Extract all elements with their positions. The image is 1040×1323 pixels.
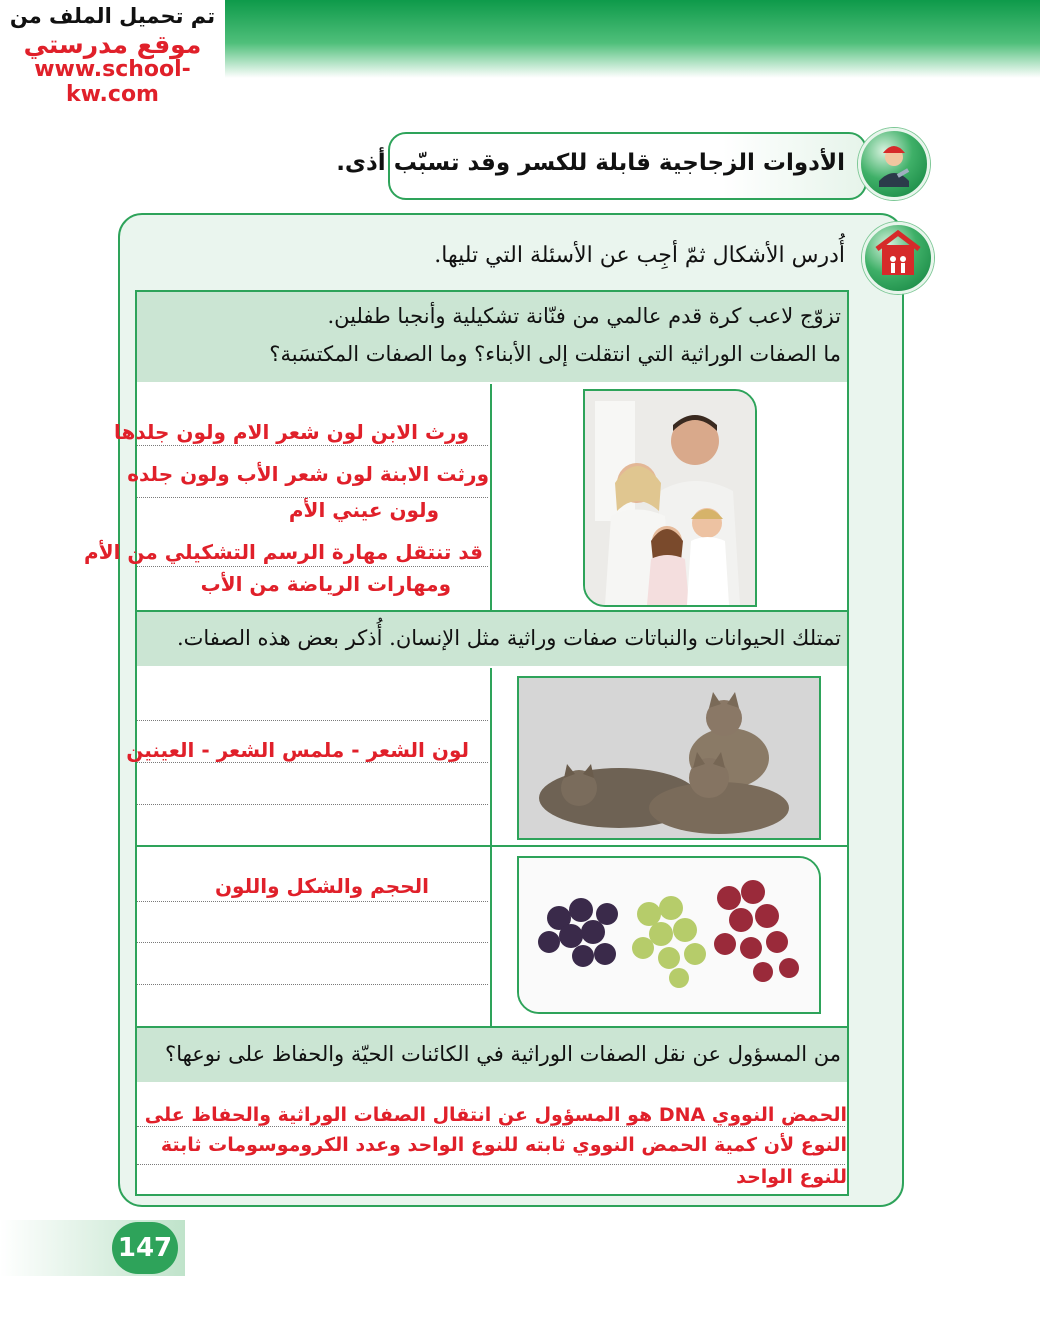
home-activity-icon [862,222,934,294]
answer-line [137,762,488,763]
safety-note-text: الأدوات الزجاجية قابلة للكسر وقد تسبّب أذى. [336,150,845,176]
answer-line [137,1164,845,1165]
answer-dna-line1: الحمض النووي DNA هو المسؤول عن انتقال الصفات الوراثية والحفاظ على [144,1104,847,1126]
answer-acquired-traits-2: ومهارات الرياضة من الأب [200,572,451,596]
section2-row-divider [137,845,847,847]
answer-son-traits: ورث الابن لون شعر الام ولون جلدها [113,420,469,444]
answer-cat-traits: لون الشعر - ملمس الشعر - العينين [126,738,469,762]
answer-line [137,720,488,721]
answer-grape-traits: الحجم والشكل واللون [214,874,429,898]
answer-line [137,566,488,567]
family-photo [583,389,757,607]
section2-question: تمتلك الحيوانات والنباتات صفات وراثية مثل الإنسان. أُذكر بعض هذه الصفات. [176,626,841,650]
answer-line [137,445,488,446]
section1-divider [490,384,492,610]
answer-line [137,804,488,805]
section2-divider [490,668,492,1026]
section3-question: من المسؤول عن نقل الصفات الوراثية في الكائنات الحيّة والحفاظ على نوعها؟ [165,1042,841,1066]
answer-line [137,1126,845,1127]
answer-line [137,901,488,902]
answer-daughter-traits-1: ورثت الابنة لون شعر الأب ولون جلده [127,462,489,486]
section1-question-line2: ما الصفات الوراثية التي انتقلت إلى الأبناء؟ وما الصفات المكتسَبة؟ [269,342,841,366]
section3-box [135,1026,849,1196]
answer-daughter-traits-2: ولون عيني الأم [288,498,439,522]
grapes-photo [517,856,821,1014]
page-number: 147 [112,1222,178,1274]
watermark-url[interactable]: www.school-kw.com [34,57,191,107]
safety-worker-icon [858,128,930,200]
section3-question-band [137,1028,847,1082]
answer-dna-line3: للنوع الواحد [736,1166,847,1188]
answer-line [137,984,488,985]
section1-question-band [137,292,847,382]
site-watermark [0,0,225,107]
section1-question-line1: تزوّج لاعب كرة قدم عالمي من فنّانة تشكيلية وأنجبا طفلين. [327,304,841,328]
section2-box [126,610,849,1030]
section2-question-band [137,612,847,666]
safety-note-box [336,132,867,200]
instruction-text: أُدرس الأشكال ثمّ أجِب عن الأسئلة التي تليها. [434,243,845,268]
watermark-line1: تم تحميل الملف من [9,4,216,28]
answer-dna-line2: النوع لأن كمية الحمض النووي ثابته للنوع الواحد وعدد الكروموسومات ثابتة [160,1134,847,1156]
answer-acquired-traits-1: قد تنتقل مهارة الرسم التشكيلي من الأم [84,540,483,564]
cats-photo [517,676,821,840]
section1-box [84,290,849,614]
watermark-line2: موقع مدرستي [23,30,202,59]
answer-line [137,942,488,943]
